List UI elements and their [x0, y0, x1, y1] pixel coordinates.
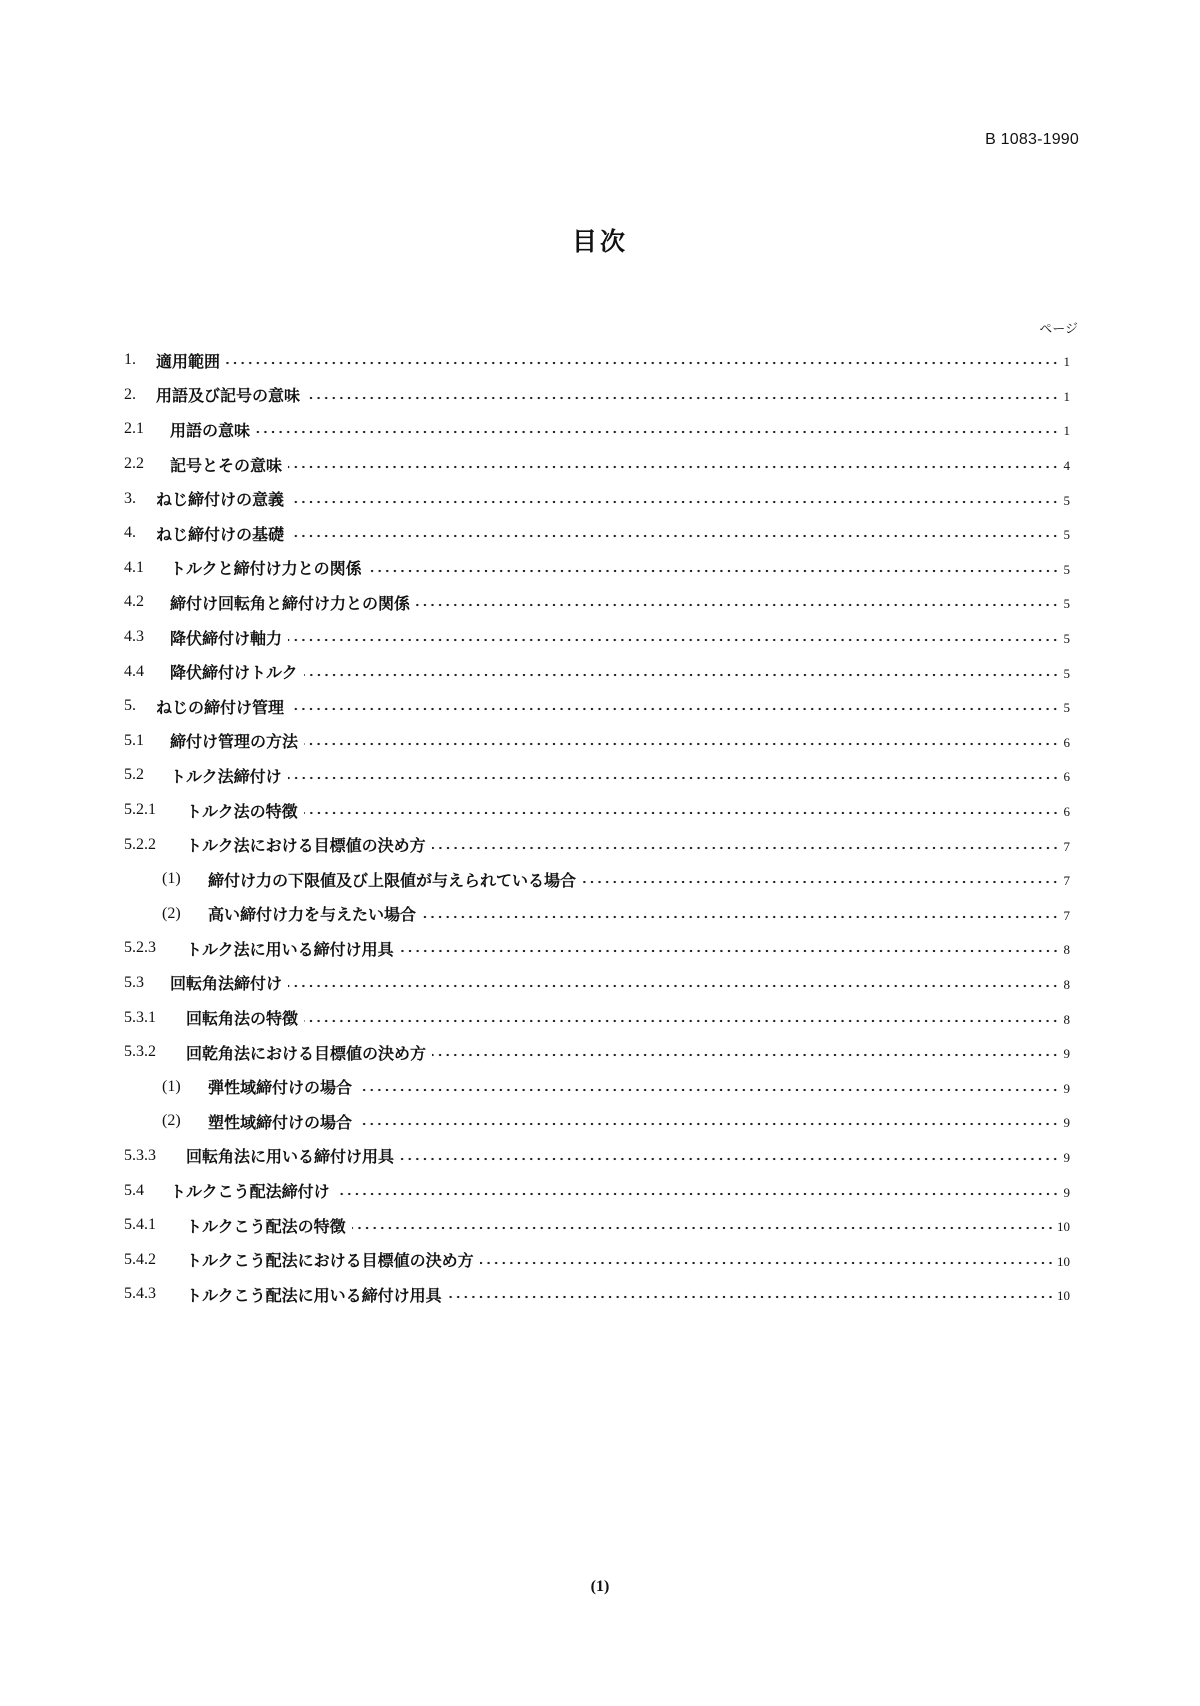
toc-entry-number: 5.3.1 — [124, 1008, 156, 1026]
toc-entry[interactable] — [124, 1000, 1070, 1035]
toc-entry-label: 回転角法の特徴 — [186, 1009, 299, 1029]
toc-entry-label: 回転角法締付け — [170, 974, 283, 994]
toc-entry-page: 9 — [1063, 1115, 1070, 1131]
dot-leader — [288, 465, 1059, 469]
toc-entry[interactable] — [124, 343, 1070, 378]
dot-leader — [432, 1053, 1059, 1057]
toc-entry[interactable] — [124, 689, 1070, 724]
toc-entry[interactable] — [124, 481, 1070, 516]
toc-entry-page: 5 — [1063, 665, 1070, 681]
toc-entry[interactable] — [124, 1242, 1070, 1277]
table-of-contents — [124, 343, 1070, 1312]
document-code: B 1083-1990 — [985, 131, 1079, 148]
toc-entry-number: 4. — [124, 524, 136, 542]
toc-entry[interactable] — [124, 378, 1070, 413]
toc-entry-number: 5.4.3 — [124, 1285, 156, 1303]
toc-entry[interactable] — [124, 585, 1070, 620]
toc-entry-number: 4.1 — [124, 558, 144, 576]
toc-entry[interactable] — [124, 654, 1070, 689]
toc-entry[interactable] — [124, 620, 1070, 655]
toc-entry-label: 締付け回転角と締付け力との関係 — [170, 593, 411, 613]
toc-entry-page: 9 — [1063, 1080, 1070, 1096]
toc-entry-page: 1 — [1063, 423, 1070, 439]
dot-leader — [304, 673, 1059, 677]
dot-leader — [290, 707, 1059, 711]
dot-leader — [256, 430, 1059, 434]
toc-entry-label: トルク法に用いる締付け用具 — [186, 939, 394, 959]
toc-entry-number: 4.2 — [124, 593, 144, 611]
toc-entry-number: 5.2.2 — [124, 835, 156, 853]
page-column-label: ページ — [1039, 322, 1078, 337]
toc-entry-label: 降伏締付けトルク — [170, 663, 298, 683]
toc-entry-page: 10 — [1057, 1288, 1070, 1304]
toc-entry-page: 1 — [1063, 354, 1070, 370]
toc-entry-number: 5.2 — [124, 766, 144, 784]
toc-entry-label: ねじの締付け管理 — [156, 697, 285, 717]
toc-entry-label: トルクこう配法の特徴 — [186, 1216, 346, 1236]
toc-entry-page: 1 — [1063, 388, 1070, 404]
toc-entry-number: 5.1 — [124, 731, 144, 749]
toc-entry-number: 5.4.1 — [124, 1216, 156, 1234]
toc-entry-page: 8 — [1063, 976, 1070, 992]
toc-entry-label: 塑性域締付けの場合 — [208, 1112, 353, 1132]
toc-entry-number: 5.3.2 — [124, 1043, 156, 1061]
toc-entry-number: 2.2 — [124, 455, 144, 473]
dot-leader — [358, 1088, 1059, 1092]
dot-leader — [226, 361, 1059, 365]
toc-entry-number: 5.2.3 — [124, 939, 156, 957]
dot-leader — [448, 1295, 1054, 1299]
dot-leader — [368, 569, 1059, 573]
toc-entry[interactable] — [124, 551, 1070, 586]
toc-entry-number: 5.3.3 — [124, 1146, 156, 1164]
toc-entry[interactable] — [124, 966, 1070, 1001]
toc-entry[interactable] — [124, 862, 1070, 897]
toc-entry-label: トルクと締付け力との関係 — [170, 559, 362, 579]
toc-entry-page: 5 — [1063, 700, 1070, 716]
toc-entry-label: 記号とその意味 — [170, 455, 283, 475]
toc-entry-number: 5.2.1 — [124, 801, 156, 819]
dot-leader — [422, 915, 1059, 919]
toc-entry-number: 1. — [124, 351, 136, 369]
toc-entry-label: 高い締付け力を与えたい場合 — [208, 905, 417, 925]
dot-leader — [290, 534, 1059, 538]
toc-entry-page: 5 — [1063, 527, 1070, 543]
toc-entry-page: 5 — [1063, 492, 1070, 508]
toc-entry[interactable] — [124, 447, 1070, 482]
dot-leader — [304, 811, 1059, 815]
toc-entry-label: 締付け管理の方法 — [170, 732, 299, 752]
toc-entry-label: トルク法の特徴 — [186, 801, 298, 821]
toc-entry-number: 3. — [124, 489, 136, 507]
toc-entry-page: 5 — [1063, 596, 1070, 612]
toc-entry-label: トルクこう配法締付け — [170, 1182, 330, 1202]
toc-entry[interactable] — [124, 1208, 1070, 1243]
toc-entry-page: 7 — [1063, 907, 1070, 923]
toc-entry-label: ねじ締付けの意義 — [156, 490, 285, 510]
toc-entry-label: 回転角法に用いる締付け用具 — [186, 1147, 395, 1167]
page-number: (1) — [590, 1578, 610, 1595]
toc-entry-page: 10 — [1057, 1253, 1070, 1269]
toc-entry-number: (2) — [162, 1112, 181, 1130]
dot-leader — [306, 396, 1059, 400]
toc-entry-page: 9 — [1063, 1184, 1070, 1200]
toc-entry-label: 用語の意味 — [170, 420, 251, 440]
toc-entry-page: 9 — [1063, 1149, 1070, 1165]
dot-leader — [304, 742, 1059, 746]
toc-entry[interactable] — [124, 1104, 1070, 1139]
toc-entry-label: 弾性域締付けの場合 — [208, 1078, 353, 1098]
dot-leader — [288, 638, 1059, 642]
toc-entry-number: 5.3 — [124, 973, 144, 991]
toc-entry-page: 5 — [1063, 561, 1070, 577]
toc-entry-number: 4.4 — [124, 662, 144, 680]
toc-entry[interactable] — [124, 412, 1070, 447]
toc-entry-number: (1) — [162, 1077, 181, 1095]
toc-entry[interactable] — [124, 724, 1070, 759]
toc-entry-label: トルクこう配法に用いる締付け用具 — [186, 1285, 442, 1305]
toc-entry-label: トルクこう配法における目標値の決め方 — [186, 1251, 474, 1271]
dot-leader — [358, 1122, 1059, 1126]
dot-leader — [416, 603, 1059, 607]
page-title: 目次 — [571, 227, 628, 256]
toc-entry-number: 5.4.2 — [124, 1250, 156, 1268]
toc-entry[interactable] — [124, 758, 1070, 793]
toc-entry-label: 締付け力の下限値及び上限値が与えられている場合 — [208, 870, 577, 890]
dot-leader — [288, 984, 1059, 988]
toc-entry-label: ねじ締付けの基礎 — [156, 524, 285, 544]
toc-entry-label: 用語及び記号の意味 — [156, 386, 301, 406]
toc-entry-label: トルク法における目標値の決め方 — [186, 836, 426, 856]
toc-entry-page: 10 — [1057, 1219, 1070, 1235]
toc-entry-page: 7 — [1063, 838, 1070, 854]
dot-leader — [288, 776, 1059, 780]
toc-entry-page: 9 — [1063, 1046, 1070, 1062]
toc-entry[interactable] — [124, 827, 1070, 862]
dot-leader — [304, 1019, 1059, 1023]
toc-entry-number: 5.4 — [124, 1181, 144, 1199]
dot-leader — [400, 949, 1059, 953]
toc-entry-page: 6 — [1063, 769, 1070, 785]
dot-leader — [582, 880, 1059, 884]
dot-leader — [400, 1157, 1059, 1161]
toc-entry[interactable] — [124, 931, 1070, 966]
dot-leader — [480, 1261, 1054, 1265]
dot-leader — [352, 1226, 1054, 1230]
toc-entry-page: 6 — [1063, 804, 1070, 820]
toc-entry[interactable] — [124, 1277, 1070, 1312]
toc-entry-page: 7 — [1063, 873, 1070, 889]
toc-entry-number: (1) — [162, 870, 181, 888]
toc-entry-label: 降伏締付け軸力 — [170, 628, 283, 648]
toc-entry[interactable] — [124, 897, 1070, 932]
toc-entry-label: 適用範囲 — [156, 351, 221, 371]
toc-entry-number: (2) — [162, 904, 181, 922]
toc-entry[interactable] — [124, 793, 1070, 828]
toc-entry-page: 6 — [1063, 734, 1070, 750]
toc-entry[interactable] — [124, 1139, 1070, 1174]
toc-entry-page: 8 — [1063, 942, 1070, 958]
toc-entry-number: 2. — [124, 385, 136, 403]
toc-entry-page: 5 — [1063, 631, 1070, 647]
toc-entry[interactable] — [124, 1069, 1070, 1104]
toc-entry[interactable] — [124, 516, 1070, 551]
toc-entry-label: 回乾角法における目標値の決め方 — [186, 1043, 427, 1063]
toc-entry-number: 4.3 — [124, 628, 144, 646]
toc-entry-label: トルク法締付け — [170, 766, 282, 786]
toc-entry-number: 5. — [124, 697, 136, 715]
toc-entry[interactable] — [124, 1035, 1070, 1070]
dot-leader — [432, 846, 1059, 850]
dot-leader — [336, 1192, 1059, 1196]
toc-entry-number: 2.1 — [124, 420, 144, 438]
toc-entry-page: 4 — [1063, 458, 1070, 474]
toc-entry-page: 8 — [1063, 1011, 1070, 1027]
dot-leader — [290, 500, 1059, 504]
toc-entry[interactable] — [124, 1173, 1070, 1208]
